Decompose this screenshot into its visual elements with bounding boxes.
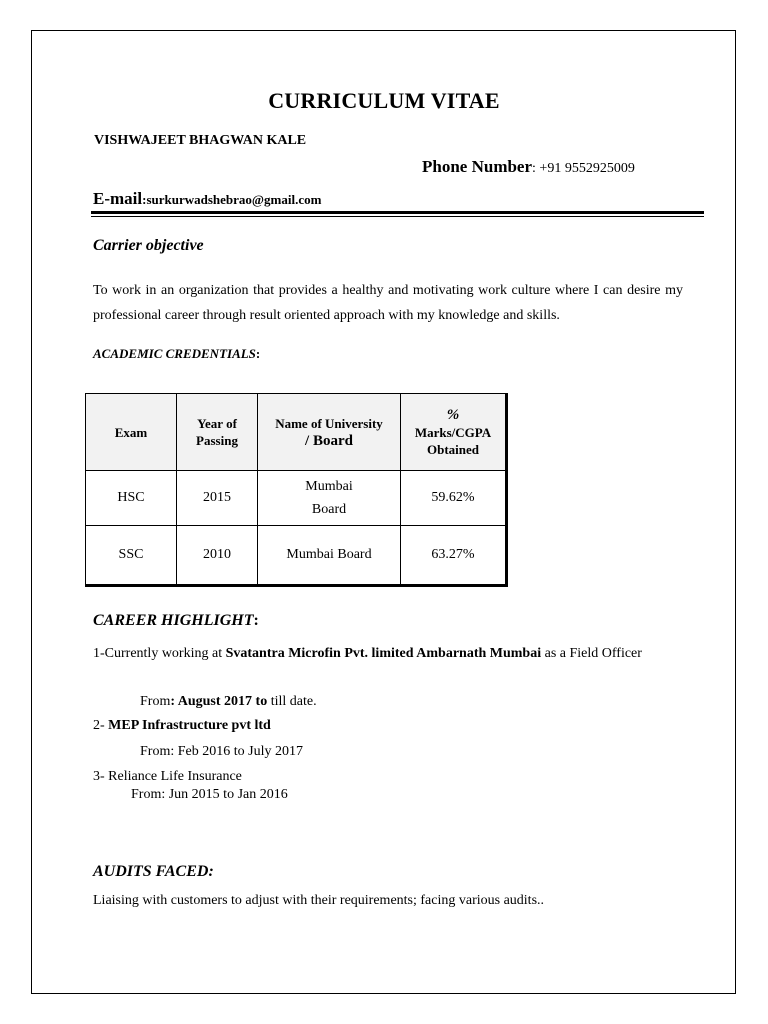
phone-line: [422, 157, 635, 177]
career-item-1-from-label: From: [140, 694, 171, 709]
header-divider-thin: [91, 216, 704, 217]
career-item-2: [93, 717, 271, 735]
cell-exam: SSC: [86, 526, 177, 586]
objective-heading: Carrier objective: [93, 237, 204, 254]
document-title: CURRICULUM VITAE: [268, 88, 500, 113]
academic-heading: ACADEMIC CREDENTIALS: [93, 346, 256, 361]
email-value: surkurwadshebrao@gmail.com: [146, 192, 322, 207]
header-divider-thick: [91, 211, 704, 214]
career-item-1-from-value: : August 2017 to: [170, 694, 268, 709]
career-item-1-role: as a Field Officer: [541, 646, 642, 661]
objective-text: To work in an organization that provides a healthy and motivating work culture where I can desire my professional career through result oriented approach with my knowledge and skills.: [93, 283, 683, 323]
phone-label: Phone Number: [422, 157, 533, 176]
candidate-name: VISHWAJEET BHAGWAN KALE: [94, 133, 307, 148]
career-heading-line: [93, 612, 259, 630]
cell-exam: HSC: [86, 471, 177, 526]
career-heading: CAREER HIGHLIGHT: [93, 612, 254, 629]
cell-year: 2010: [177, 526, 258, 586]
email-line: [93, 189, 321, 209]
career-item-1-from-suffix: till date.: [267, 694, 317, 709]
career-item-1: [93, 642, 681, 666]
audits-heading: AUDITS FACED:: [93, 863, 214, 880]
career-item-2-prefix: 2-: [93, 718, 109, 733]
career-item-3-dates: From: Jun 2015 to Jan 2016: [131, 787, 288, 802]
education-table: [85, 393, 508, 587]
phone-separator: :: [532, 161, 540, 176]
table-row: [86, 526, 507, 586]
career-item-1-dates: [140, 693, 317, 711]
academic-heading-colon: :: [255, 346, 261, 361]
header-university: Name of University / Board: [258, 394, 401, 471]
cell-board: Mumbai Board: [258, 471, 401, 526]
phone-value: +91 9552925009: [539, 161, 635, 176]
table-row: [86, 471, 507, 526]
table-header-row: [86, 394, 507, 471]
header-year: Year of Passing: [177, 394, 258, 471]
cell-year: 2015: [177, 471, 258, 526]
cell-marks: 63.27%: [401, 526, 507, 586]
career-item-2-dates: From: Feb 2016 to July 2017: [140, 744, 303, 759]
email-label: E-mail: [93, 189, 143, 208]
cell-board: Mumbai Board: [258, 526, 401, 586]
career-item-3: 3- Reliance Life Insurance: [93, 769, 242, 784]
email-separator: :: [142, 192, 147, 207]
academic-heading-line: [93, 346, 260, 362]
audits-text: Liaising with customers to adjust with their requirements; facing various audits..: [93, 893, 545, 908]
career-heading-colon: :: [253, 612, 259, 629]
header-exam: Exam: [86, 394, 177, 471]
header-marks: % Marks/CGPA Obtained: [401, 394, 507, 471]
career-item-2-company: MEP Infrastructure pvt ltd: [108, 718, 271, 733]
career-item-1-prefix: 1-Currently working at: [93, 646, 226, 661]
cell-marks: 59.62%: [401, 471, 507, 526]
career-item-1-company: Svatantra Microfin Pvt. limited Ambarnath Mumbai: [225, 646, 542, 661]
